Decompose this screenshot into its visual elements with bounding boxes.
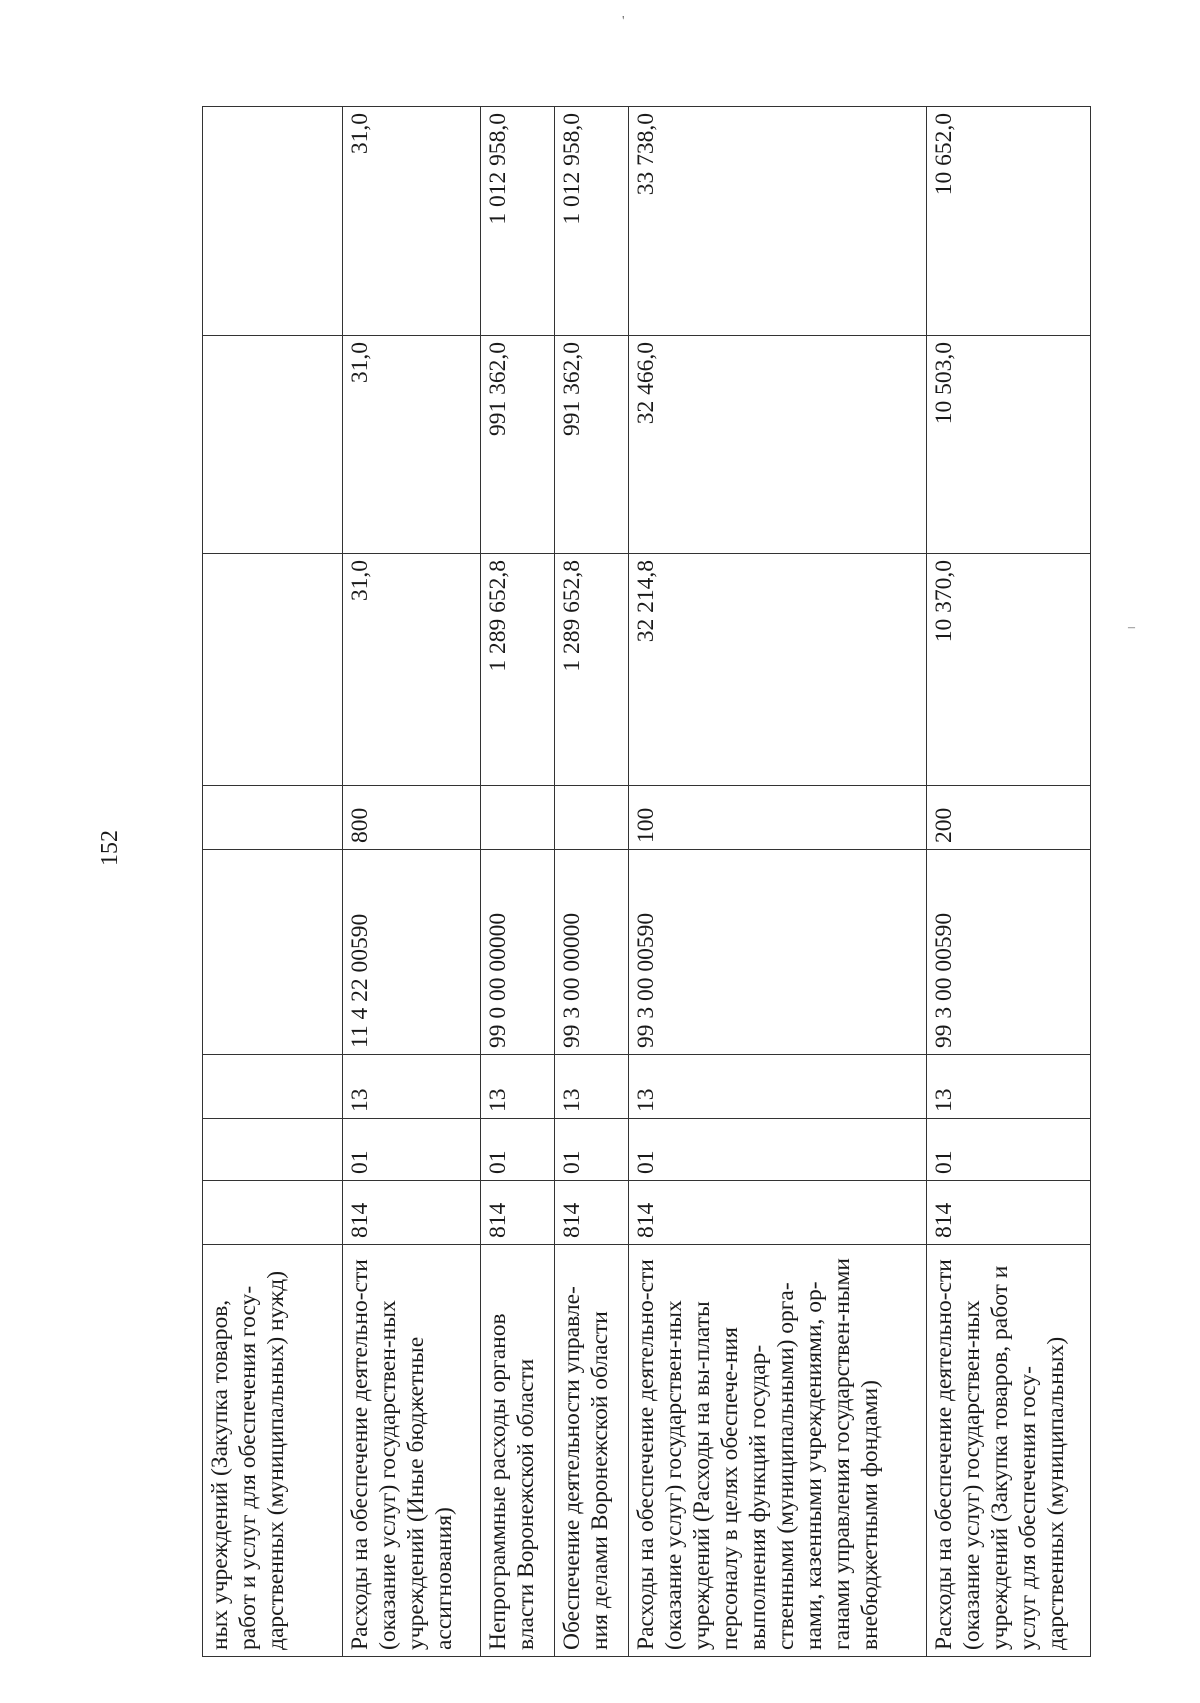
cell-description: Обеспечение деятельности управле-ния делами Воронежской области (555, 1245, 629, 1657)
cell-target-article: 99 0 00 00000 (481, 850, 555, 1055)
cell-description: Расходы на обеспечение деятельно-сти (оказание услуг) государствен-ных учреждений (Закупка товаров, работ и услуг для обеспечения госу-дарственных (муниципальных) (927, 1245, 1091, 1657)
cell-amount-year-3: 33 738,0 (629, 107, 927, 336)
cell-amount-year-1: 1 289 652,8 (481, 554, 555, 786)
cell-amount-year-2: 10 503,0 (927, 336, 1091, 554)
table-body (203, 107, 1091, 1657)
cell-amount-year-1: 10 370,0 (927, 554, 1091, 786)
cell-expense-type: 100 (629, 786, 927, 850)
scan-artifact: ' (622, 14, 625, 29)
table-row (481, 107, 555, 1657)
cell-grbs: 814 (927, 1181, 1091, 1245)
cell-amount-year-2: 991 362,0 (555, 336, 629, 554)
cell-section (203, 1119, 343, 1181)
cell-target-article (203, 850, 343, 1055)
cell-target-article: 99 3 00 00000 (555, 850, 629, 1055)
page-number: 152 (97, 830, 123, 866)
scan-artifact: – (1128, 620, 1135, 635)
cell-expense-type (555, 786, 629, 850)
table-row (343, 107, 481, 1657)
cell-expense-type (481, 786, 555, 850)
table-row (629, 107, 927, 1657)
table-row (203, 107, 343, 1657)
cell-section: 01 (481, 1119, 555, 1181)
cell-subsection: 13 (481, 1055, 555, 1119)
cell-subsection: 13 (927, 1055, 1091, 1119)
cell-subsection: 13 (343, 1055, 481, 1119)
cell-description: Расходы на обеспечение деятельно-сти (оказание услуг) государствен-ных учреждений (Расходы на вы-платы персоналу в целях обеспече-ния выполнения функций государ-ственными (муниципальными) орга-нами, казенными учреждениями, ор-ганами управления государствен-ными внебюджетными фондами) (629, 1245, 927, 1657)
cell-expense-type: 800 (343, 786, 481, 850)
cell-expense-type (203, 786, 343, 850)
cell-section: 01 (343, 1119, 481, 1181)
cell-section: 01 (555, 1119, 629, 1181)
cell-description: ных учреждений (Закупка товаров, работ и услуг для обеспечения госу-дарственных (муниципальных) нужд) (203, 1245, 343, 1657)
rotated-table-container (202, 107, 1090, 1657)
cell-section: 01 (629, 1119, 927, 1181)
cell-amount-year-3 (203, 107, 343, 336)
cell-amount-year-2: 31,0 (343, 336, 481, 554)
cell-grbs: 814 (629, 1181, 927, 1245)
cell-amount-year-2: 991 362,0 (481, 336, 555, 554)
cell-target-article: 11 4 22 00590 (343, 850, 481, 1055)
cell-grbs: 814 (481, 1181, 555, 1245)
cell-amount-year-3: 10 652,0 (927, 107, 1091, 336)
cell-grbs (203, 1181, 343, 1245)
cell-expense-type: 200 (927, 786, 1091, 850)
cell-amount-year-3: 1 012 958,0 (481, 107, 555, 336)
cell-amount-year-2: 32 466,0 (629, 336, 927, 554)
cell-amount-year-3: 1 012 958,0 (555, 107, 629, 336)
budget-table (202, 106, 1091, 1657)
cell-description: Расходы на обеспечение деятельно-сти (оказание услуг) государствен-ных учреждений (Иные бюджетные ассигнования) (343, 1245, 481, 1657)
cell-subsection (203, 1055, 343, 1119)
cell-amount-year-1: 1 289 652,8 (555, 554, 629, 786)
table-row (555, 107, 629, 1657)
cell-subsection: 13 (555, 1055, 629, 1119)
cell-section: 01 (927, 1119, 1091, 1181)
cell-amount-year-1: 31,0 (343, 554, 481, 786)
cell-amount-year-1 (203, 554, 343, 786)
cell-subsection: 13 (629, 1055, 927, 1119)
cell-target-article: 99 3 00 00590 (927, 850, 1091, 1055)
cell-amount-year-2 (203, 336, 343, 554)
cell-description: Непрограммные расходы органов власти Воронежской области (481, 1245, 555, 1657)
cell-target-article: 99 3 00 00590 (629, 850, 927, 1055)
cell-amount-year-3: 31,0 (343, 107, 481, 336)
cell-grbs: 814 (555, 1181, 629, 1245)
table-row (927, 107, 1091, 1657)
cell-grbs: 814 (343, 1181, 481, 1245)
cell-amount-year-1: 32 214,8 (629, 554, 927, 786)
